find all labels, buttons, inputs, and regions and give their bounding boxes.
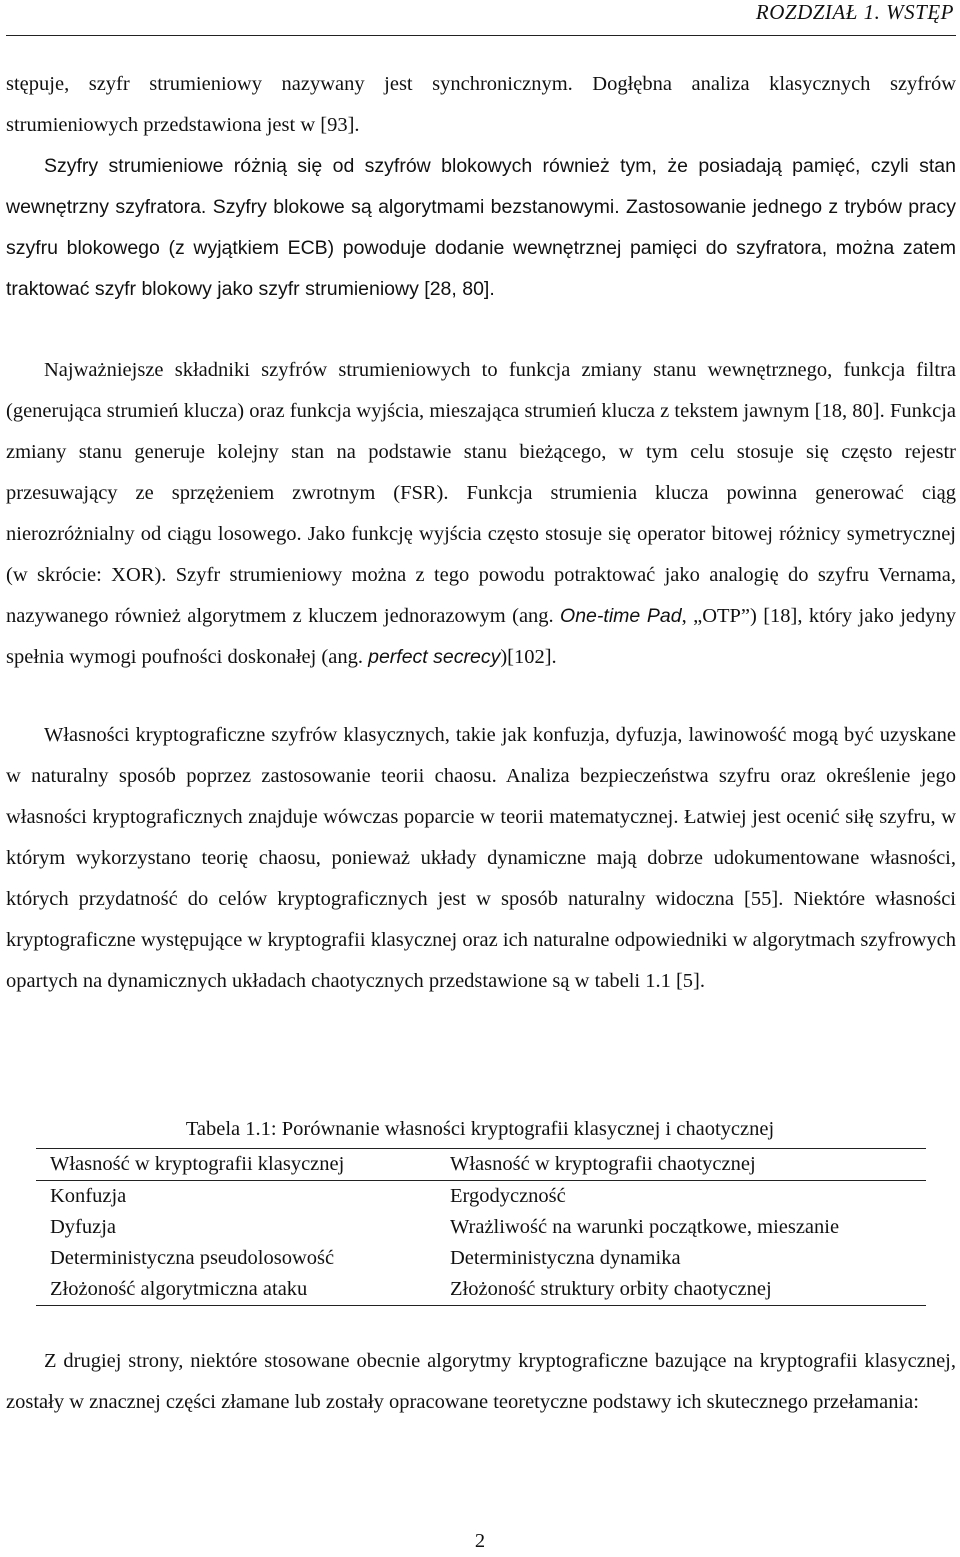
comparison-table	[36, 1148, 926, 1306]
cell-classical: Konfuzja	[50, 1185, 127, 1207]
table-caption: Tabela 1.1: Porównanie własności kryptografii klasycznej i chaotycznej	[185, 1118, 775, 1140]
page-number: 2	[474, 1530, 486, 1552]
table-row	[36, 1274, 926, 1306]
cell-classical: Deterministyczna pseudolosowość	[50, 1247, 335, 1269]
paragraph-1: stępuje, szyfr strumieniowy nazywany jest synchronicznym. Dogłębna analiza klasycznych szyfrów strumieniowych przedstawiona jest w [93].	[6, 73, 956, 136]
paragraph-2	[6, 146, 956, 310]
paragraph-3-part-1: Najważniejsze składniki szyfrów strumieniowych to funkcja zmiany stanu wewnętrznego, funkcja filtra (generująca strumień klucza) oraz funkcja wyjścia, mieszająca strumień klucza z tekstem jawnym [18, 80]. Funkcja zmiany stanu generuje kolejny stan na podstawie stanu bieżącego, w tym celu stosuje się często rejestr przesuwający ze sprzężeniem zwrotnym (FSR). Funkcja strumienia klucza powinna generować ciąg nierozróżnialny od ciągu losowego. Jako funkcję wyjścia często stosuje się operator bitowej różnicy symetrycznej (w skrócie: XOR). Szyfr strumieniowy można z tego powodu potraktować jako analogię do szyfru Vernama, nazywanego również algorytmem z kluczem jednorazowym (ang.	[6, 359, 956, 627]
paragraph-5: Z drugiej strony, niektóre stosowane obecnie algorytmy kryptograficzne bazujące na kryptografii klasycznej, zostały w znacznej części złamane lub zostały opracowane teoretyczne podstawy ich skutecznego przełamania:	[6, 1350, 956, 1413]
header-rule	[6, 35, 956, 36]
cell-classical: Dyfuzja	[50, 1216, 117, 1238]
cell-chaotic: Złożoność struktury orbity chaotycznej	[436, 1274, 926, 1306]
paragraph-2-text: Szyfry strumieniowe różnią się od szyfrów blokowych również tym, że posiadają pamięć, czyli stan wewnętrzny szyfratora. Szyfry blokowe są algorytmami bezstanowymi. Zastosowanie jednego z trybów pracy szyfru blokowego (z wyjątkiem ECB) powoduje dodanie wewnętrznej pamięci do szyfratora, można zatem traktować szyfr blokowy jako szyfr strumieniowy [28, 80].	[6, 155, 956, 300]
cell-chaotic: Wrażliwość na warunki początkowe, mieszanie	[450, 1216, 840, 1238]
paragraph-4: Własności kryptograficzne szyfrów klasycznych, takie jak konfuzja, dyfuzja, lawinowość mogą być uzyskane w naturalny sposób poprzez zastosowanie teorii chaosu. Analiza bezpieczeństwa szyfru oraz określenie jego własności kryptograficznych znajduje wówczas poparcie w teorii matematycznej. Łatwiej jest ocenić siłę szyfru, w którym wykorzystano teorię chaosu, ponieważ układy dynamiczne mają dobrze udokumentowane własności, których przydatność do celów kryptograficznych jest w sposób naturalny widoczna [55]. Niektóre własności kryptograficzne występujące w kryptografii klasycznej oraz ich naturalne odpowiedniki w algorytmach szyfrowych opartych na dynamicznych układach chaotycznych przedstawione są w tabeli 1.1 [5].	[6, 724, 956, 992]
running-head: ROZDZIAŁ 1. WSTĘP	[755, 0, 954, 24]
paragraph-3	[6, 350, 956, 678]
term-perfect-secrecy: perfect secrecy	[368, 646, 501, 668]
table-row	[36, 1181, 926, 1213]
table-header-row	[36, 1149, 926, 1181]
cell-chaotic: Ergodyczność	[450, 1185, 566, 1207]
header-classical: Własność w kryptografii klasycznej	[36, 1149, 436, 1181]
header-chaotic: Własność w kryptografii chaotycznej	[436, 1149, 926, 1181]
paragraph-3-part-2: , „OTP”) [18], który jako jedyny spełnia wymogi poufności doskonałej (ang.	[6, 605, 956, 668]
table-row	[36, 1243, 926, 1274]
cell-chaotic: Deterministyczna dynamika	[450, 1247, 681, 1269]
cell-classical: Złożoność algorytmiczna ataku	[36, 1274, 436, 1306]
term-one-time-pad: One-time Pad	[560, 605, 682, 627]
table-row	[36, 1212, 926, 1243]
paragraph-3-part-3: )[102].	[500, 646, 557, 668]
